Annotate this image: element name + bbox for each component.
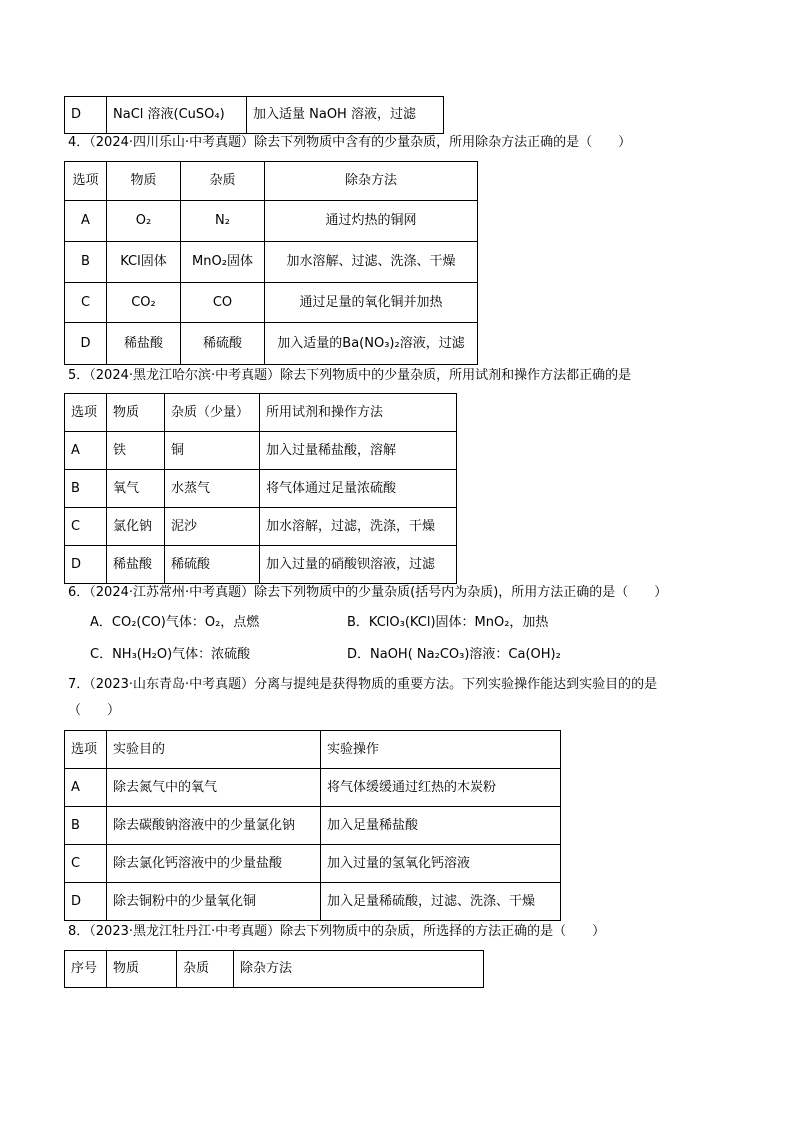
q3-cell: NaCl 溶液(CuSO₄) [107, 97, 247, 134]
q5-question: 5．（2024·黑龙江哈尔滨·中考真题）除去下列物质中的少量杂质，所用试剂和操作方法都正确的是 [68, 368, 632, 383]
q5-cell: C [65, 508, 107, 546]
q4-cell: O₂ [107, 201, 181, 242]
q8-header: 序号 [65, 951, 107, 988]
q4-header: 物质 [107, 162, 181, 201]
q4-cell: 加水溶解、过滤、洗涤、干燥 [265, 242, 478, 283]
q4-question: 4．（2024·四川乐山·中考真题）除去下列物质中含有的少量杂质，所用除杂方法正确的是（ ） [68, 135, 632, 150]
q4-cell: KCl固体 [107, 242, 181, 283]
q3-cell: 加入适量 NaOH 溶液，过滤 [247, 97, 444, 134]
q8-header: 杂质 [177, 951, 234, 988]
q4-cell: CO₂ [107, 283, 181, 323]
q4-cell: MnO₂固体 [181, 242, 265, 283]
q7-cell: 将气体缓缓通过红热的木炭粉 [321, 769, 561, 807]
q6-option-d: D．NaOH( Na₂CO₃)溶液：Ca(OH)₂ [347, 647, 561, 662]
q6-option-a: A．CO₂(CO)气体：O₂，点燃 [90, 615, 260, 630]
q4-cell: 稀硫酸 [181, 323, 265, 365]
q4-cell: 通过足量的氧化铜并加热 [265, 283, 478, 323]
q5-cell: B [65, 470, 107, 508]
q7-cell: 加入过量的氢氧化钙溶液 [321, 845, 561, 883]
q4-cell: 加入适量的Ba(NO₃)₂溶液，过滤 [265, 323, 478, 365]
q5-cell: 氯化钠 [107, 508, 165, 546]
q6-question: 6．（2024·江苏常州·中考真题）除去下列物质中的少量杂质(括号内为杂质)，所用方法正确的是（ ） [68, 585, 668, 600]
q7-cell: B [65, 807, 107, 845]
q4-table [64, 161, 478, 365]
q4-cell: D [65, 323, 107, 365]
q7-table [64, 730, 561, 921]
q5-header: 选项 [65, 394, 107, 432]
q7-cell: D [65, 883, 107, 921]
q7-header: 实验目的 [107, 731, 321, 769]
q7-cell: A [65, 769, 107, 807]
q7-cell: 除去铜粉中的少量氧化铜 [107, 883, 321, 921]
q5-cell: 水蒸气 [165, 470, 260, 508]
q8-header: 除杂方法 [234, 951, 484, 988]
q5-cell: 加入过量的硝酸钡溶液，过滤 [260, 546, 457, 584]
q5-cell: 稀硫酸 [165, 546, 260, 584]
q4-cell: A [65, 201, 107, 242]
q7-cell: 除去氯化钙溶液中的少量盐酸 [107, 845, 321, 883]
q4-cell: CO [181, 283, 265, 323]
q4-cell: C [65, 283, 107, 323]
q8-header: 物质 [107, 951, 177, 988]
q4-header: 杂质 [181, 162, 265, 201]
q5-cell: D [65, 546, 107, 584]
q5-cell: 泥沙 [165, 508, 260, 546]
q7-question-blank: （ ） [68, 703, 121, 718]
q8-question: 8．（2023·黑龙江牡丹江·中考真题）除去下列物质中的杂质，所选择的方法正确的是（ ） [68, 924, 606, 939]
q7-cell: C [65, 845, 107, 883]
q7-cell: 除去碳酸钠溶液中的少量氯化钠 [107, 807, 321, 845]
q5-header: 所用试剂和操作方法 [260, 394, 457, 432]
q6-option-c: C．NH₃(H₂O)气体：浓硫酸 [90, 647, 251, 662]
q5-table [64, 393, 457, 584]
q7-cell: 加入足量稀硫酸，过滤、洗涤、干燥 [321, 883, 561, 921]
q5-header: 杂质（少量） [165, 394, 260, 432]
q3-cell: D [65, 97, 107, 134]
q5-header: 物质 [107, 394, 165, 432]
q5-cell: 稀盐酸 [107, 546, 165, 584]
q5-cell: 铁 [107, 432, 165, 470]
q8-table [64, 950, 484, 988]
q4-cell: N₂ [181, 201, 265, 242]
q4-cell: 稀盐酸 [107, 323, 181, 365]
q5-cell: 铜 [165, 432, 260, 470]
q7-header: 实验操作 [321, 731, 561, 769]
q5-cell: 氧气 [107, 470, 165, 508]
q6-option-b: B．KClO₃(KCl)固体：MnO₂，加热 [347, 615, 549, 630]
q5-cell: A [65, 432, 107, 470]
q7-cell: 加入足量稀盐酸 [321, 807, 561, 845]
q4-cell: 通过灼热的铜网 [265, 201, 478, 242]
q4-header: 选项 [65, 162, 107, 201]
q3-table [64, 96, 444, 134]
q5-cell: 加入过量稀盐酸，溶解 [260, 432, 457, 470]
q5-cell: 将气体通过足量浓硫酸 [260, 470, 457, 508]
q4-header: 除杂方法 [265, 162, 478, 201]
q7-cell: 除去氮气中的氧气 [107, 769, 321, 807]
q5-cell: 加水溶解，过滤，洗涤，干燥 [260, 508, 457, 546]
q7-header: 选项 [65, 731, 107, 769]
q7-question: 7．（2023·山东青岛·中考真题）分离与提纯是获得物质的重要方法。下列实验操作能达到实验目的的是 [68, 677, 658, 692]
q4-cell: B [65, 242, 107, 283]
